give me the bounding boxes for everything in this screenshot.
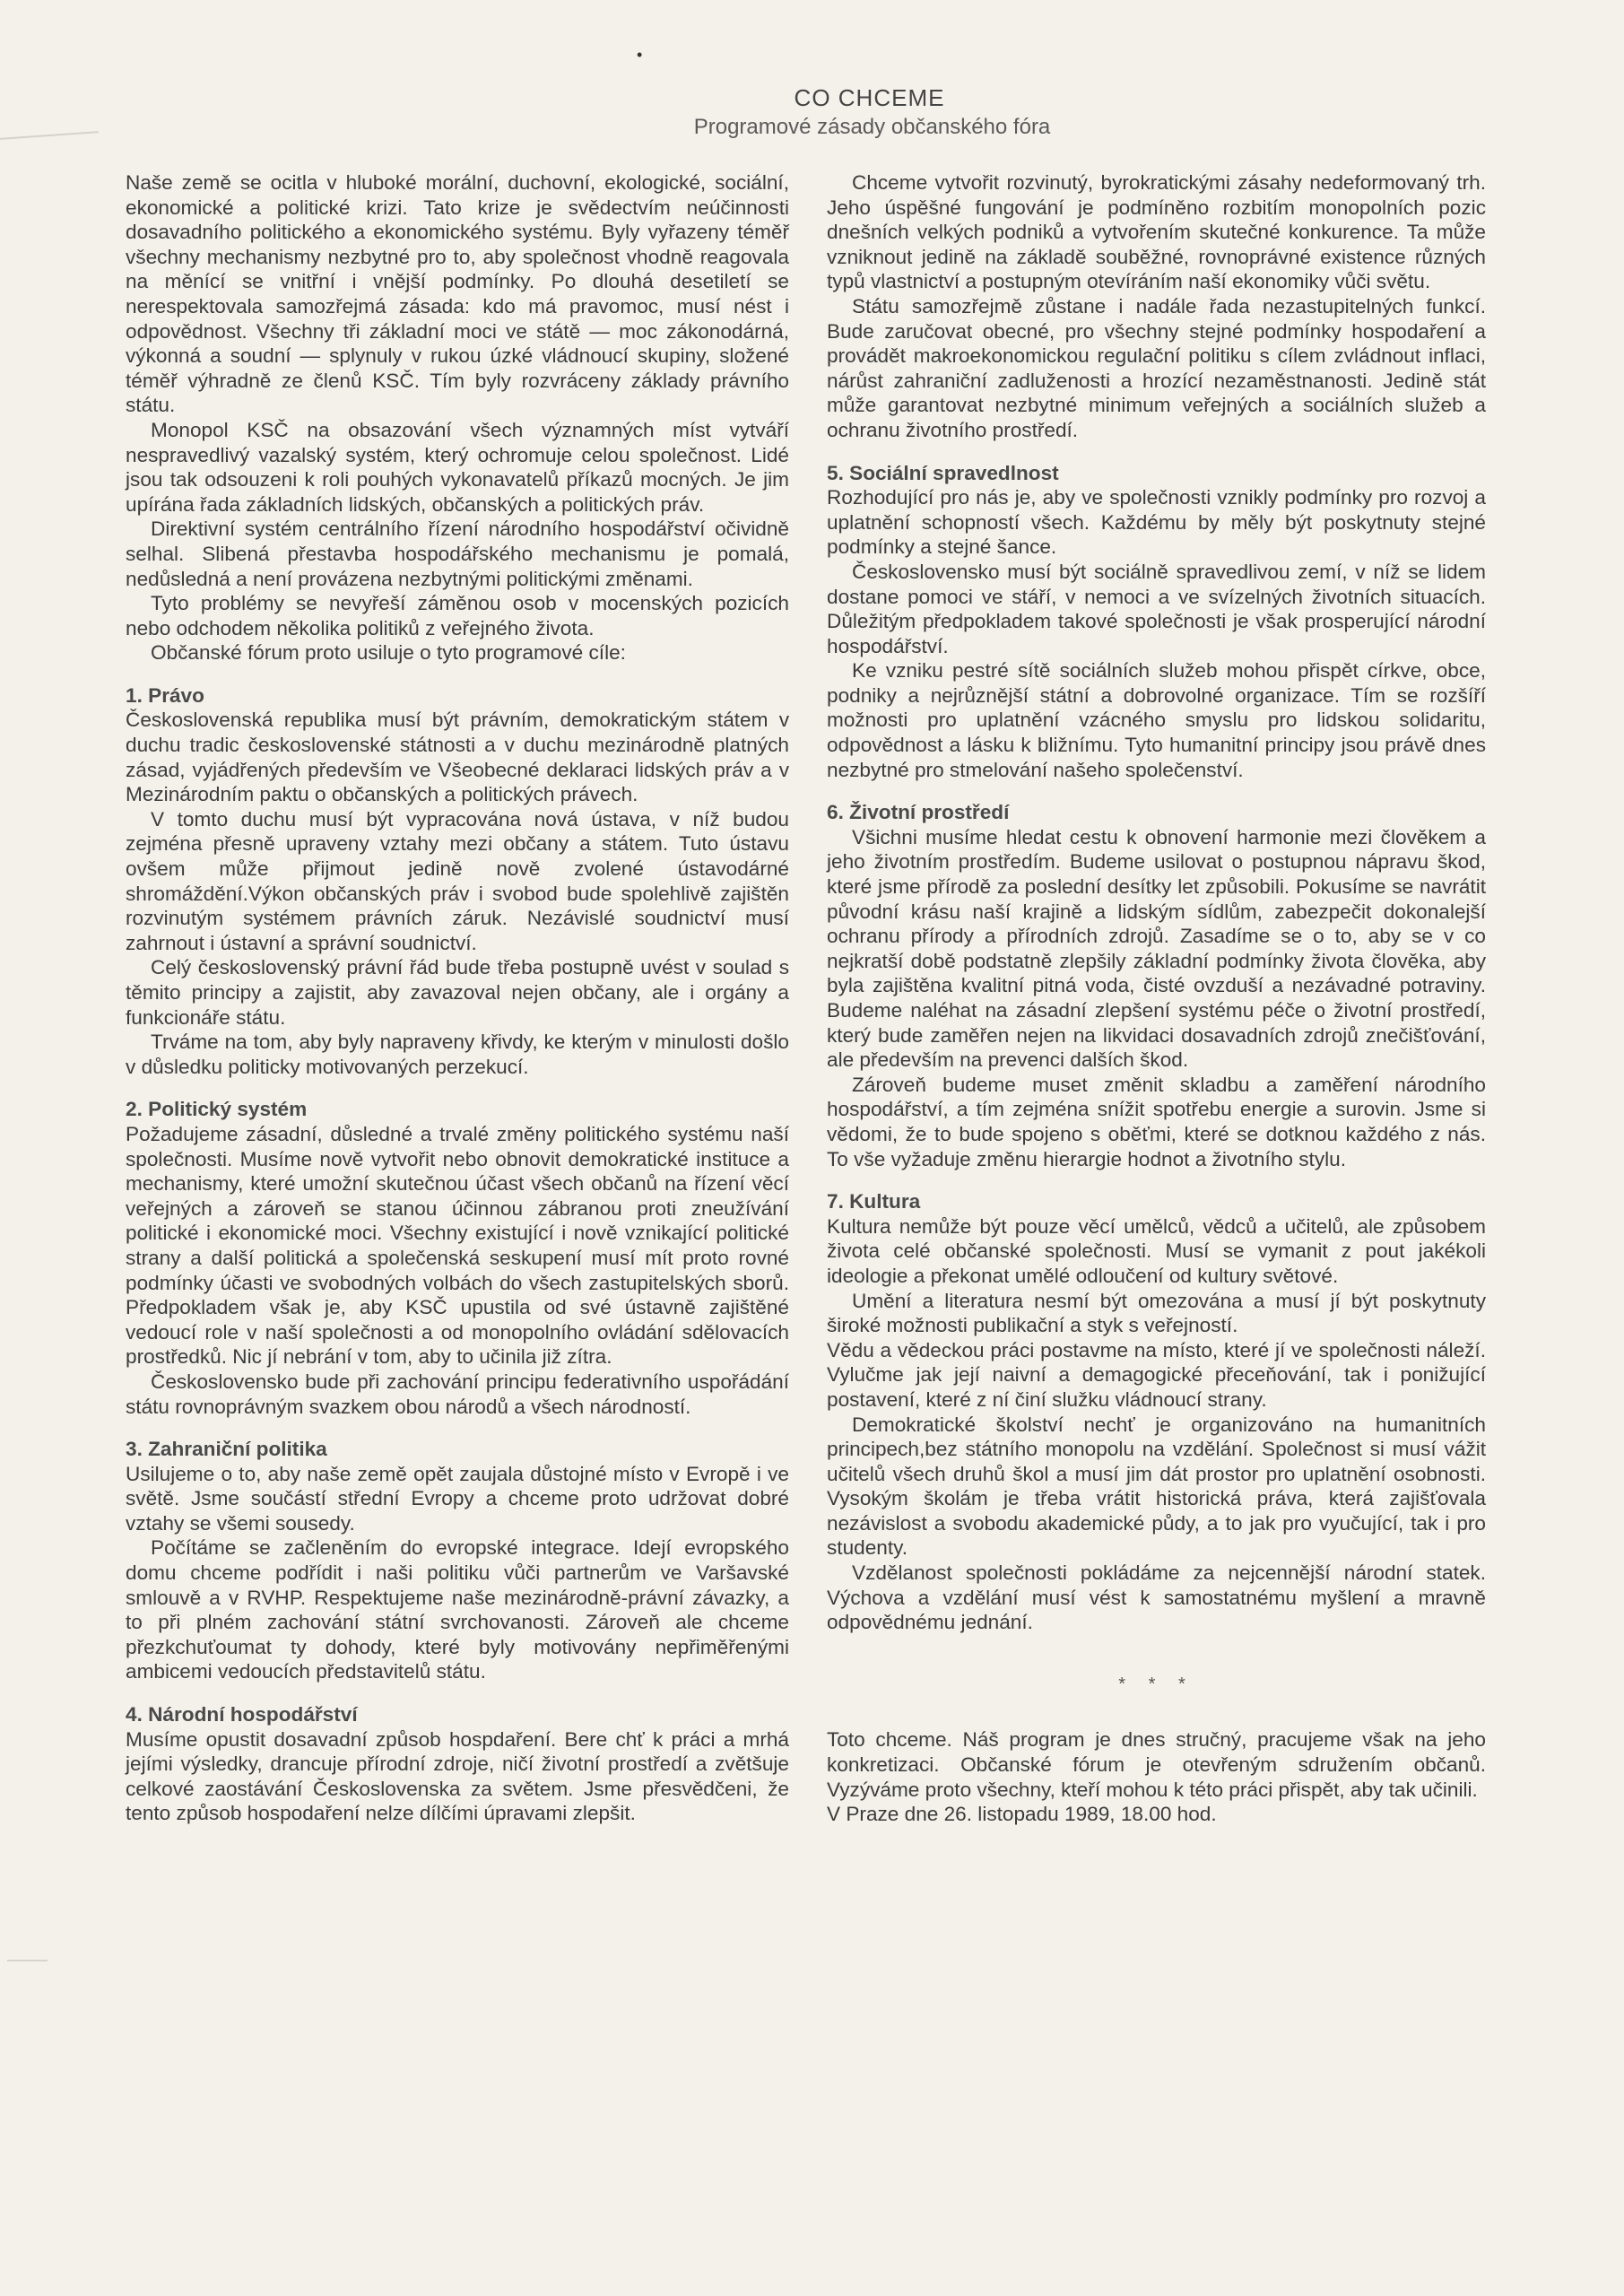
closing-paragraph: Toto chceme. Náš program je dnes stručný, pracujeme však na jeho konkretizaci. Občanské fórum je otevřeným sdružením občanů. Vyzýváme proto všechny, kteří mohou k této práci přispět, aby tak učinili. xyxy=(827,1728,1486,1801)
section-heading-kultura: 7. Kultura xyxy=(827,1190,921,1213)
paragraph: Československá republika musí být právním, demokratickým státem v duchu tradic československé státnosti a v duchu mezinárodně platných zásad, vyjádřených především ve Všeobecné deklaraci lidských práv a v Mezinárodním paktu o občanských a politických právech. xyxy=(126,709,789,806)
paragraph: Občanské fórum proto usiluje o tyto programové cíle: xyxy=(151,641,626,665)
paragraph: Monopol KSČ na obsazování všech významných míst vytváří nespravedlivý vazalský systém, který ochromuje celou společnost. Lidé jsou tak odsouzeni k roli pouhých vykonavatelů příkazů mocných. Je jim upírána řada základních lidských, občanských a politických práv. xyxy=(126,418,789,516)
paragraph: Rozhodující pro nás je, aby ve společnosti vznikly podmínky pro rozvoj a uplatnění schopností všech. Každému by měly být poskytnuty stejné podmínky a stejné šance. xyxy=(827,486,1486,559)
scan-edge-mark xyxy=(7,1960,48,1961)
paragraph: V tomto duchu musí být vypracována nová ústava, v níž budou zejména přesně upraveny vztahy mezi občany a státem. Tuto ústavu ovšem může přijmout jedině nově zvolené ústavodárné shromáždění.Výkon občanských práv i svobod bude spolehlivě zajištěn rozvinutým systémem právních záruk. Nezávislé soudnictví musí zahrnout i ústavní a správní soudnictví. xyxy=(126,807,789,954)
paragraph: Vědu a vědeckou práci postavme na místo, které jí ve společnosti náleží. Vylučme jak její naivní a demagogické přeceňování, tak i ponižující postavení, které z ní činí služku vládnoucí strany. xyxy=(827,1338,1486,1411)
paragraph: Naše země se ocitla v hluboké morální, duchovní, ekologické, sociální, ekonomické a politické krizi. Tato krize je svědectvím neúčinnosti dosavadního politického a ekonomického systému. Byly vyřazeny téměř všechny mechanismy nezbytné pro to, aby společnost vhodně reagovala na měnící se vnitřní i vnější podmínky. Po dlouhá desetiletí se nerespektovala samozřejmá zásada: kdo má pravomoc, musí nést i odpovědnost. Všechny tři základní moci ve státě — moc zákonodárná, výkonná a soudní — splynuly v rukou úzké vládnoucí skupiny, složené téměř výhradně ze členů KSČ. Tím byly rozvráceny základy právního státu. xyxy=(126,171,789,417)
date-line: V Praze dne 26. listopadu 1989, 18.00 hod. xyxy=(827,1803,1217,1826)
section-heading-politicky-system: 2. Politický systém xyxy=(126,1098,308,1121)
section-heading-socialni-spravedlnost: 5. Sociální spravedlnost xyxy=(827,461,1059,484)
section-heading-zahranicni-politika: 3. Zahraniční politika xyxy=(126,1438,327,1461)
section-separator: * * * xyxy=(1118,1674,1194,1694)
paragraph: Celý československý právní řád bude třeba postupně uvést v soulad s těmito principy a zajistit, aby zavazoval nejen občany, ale i orgány a funkcionáře státu. xyxy=(126,956,789,1029)
paragraph: Počítáme se začleněním do evropské integrace. Idejí evropského domu chceme podřídit i naši politiku vůči partnerům ve Varšavské smlouvě a v RVHP. Respektujeme naše mezinárodně-právní závazky, a to při plném zachování státní svrchovanosti. Zároveň ale chceme přezkchuťoumat ty dohody, které byly motivovány nepřiměřenými ambicemi vedoucích představitelů státu. xyxy=(126,1536,789,1683)
right-column xyxy=(827,170,1486,1827)
header-dot-mark: • xyxy=(637,46,643,64)
paragraph: Tyto problémy se nevyřeší záměnou osob v mocenských pozicích nebo odchodem několika politiků z veřejného života. xyxy=(126,592,789,639)
paragraph: Požadujeme zásadní, důsledné a trvalé změny politického systému naší společnosti. Musíme nově vytvořit nebo obnovit demokratické instituce a mechanismy, které umožní skutečnou účast všech občanů na řízení věcí veřejných a zároveň se stanou účinnou zábranou proti zneužívání politické i ekonomické moci. Všechny existující i nově vznikající politické strany a další politická a společenská seskupení musí mít proto rovné podmínky účasti ve svobodných volbách do všech zastupitelských sborů. Předpokladem však je, aby KSČ upustila od své ústavně zajištěné vedoucí role v naší společnosti a od monopolního ovládání sdělovacích prostředků. Nic jí nebrání v tom, aby to učinila již zítra. xyxy=(126,1122,789,1369)
section-heading-pravo: 1. Právo xyxy=(126,683,204,707)
paragraph: Československo musí být sociálně spravedlivou zemí, v níž se lidem dostane pomoci ve stáří, v nemoci a ve svízelných životních situacích. Důležitým předpokladem takové společnosti je však prosperující národní hospodářství. xyxy=(827,560,1486,657)
section-heading-narodni-hospodarstvi: 4. Národní hospodářství xyxy=(126,1703,358,1726)
paragraph: Všichni musíme hledat cestu k obnovení harmonie mezi člověkem a jeho životním prostředím. Budeme usilovat o postupnou nápravu škod, které jsme přírodě za poslední desítky let způsobili. Pokusíme se navrátit původní krásu naší krajině a lidským sídlům, zabezpečit dokonalejší ochranu přírody a přírodních zdrojů. Zasadíme se o to, aby se v co nejkratší době podstatně zlepšily základní podmínky života člověka, aby byla zajištěna kvalitní pitná voda, čisté ovzduší a nezávadné potraviny. Budeme naléhat na zásadní zlepšení systému péče o životní prostředí, který bude zaměřen nejen na likvidaci dosavadních zdrojů znečišťování, ale především na prevenci dalších škod. xyxy=(827,825,1486,1072)
paragraph: Musíme opustit dosavadní způsob hospdaření. Bere chť k práci a mrhá jejími výsledky, drancuje přírodní zdroje, ničí životní prostředí a zvětšuje celkové zaostávání Československa za světem. Jsme přesvědčeni, že tento způsob hospodaření nelze dílčími úpravami zlepšit. xyxy=(126,1727,789,1825)
paragraph: Ke vzniku pestré sítě sociálních služeb mohou přispět církve, obce, podniky a nejrůznější státní a dobrovolné organizace. Tím se rozšíří možnosti pro uplatnění vzácného smyslu pro lidskou solidaritu, odpovědnost a lásku k bližnímu. Tyto humanitní principy jsou právě dnes nezbytné pro stmelování našeho společenství. xyxy=(827,659,1486,781)
paragraph: Direktivní systém centrálního řízení národního hospodářství očividně selhal. Slibená přestavba hospodářského mechanismu je pomalá, nedůsledná a není provázena nezbytnými politickými změnami. xyxy=(126,517,789,590)
paragraph: Usilujeme o to, aby naše země opět zaujala důstojné místo v Evropě i ve světě. Jsme součástí střední Evropy a chceme proto udržovat dobré vztahy se všemi sousedy. xyxy=(126,1462,789,1535)
paragraph: Československo bude při zachování principu federativního uspořádání státu rovnoprávným svazkem obou národů a všech národností. xyxy=(126,1370,789,1418)
paragraph: Demokratické školství nechť je organizováno na humanitních principech,bez státního monopolu na vzdělání. Společnost si musí vážit učitelů všech druhů škol a musí jim dát prostor pro uplatnění osobnosti. Vysokým školám je třeba vrátit historická práva, která zajišťovala nezávislost a svobodu akademické půdy, a to jak pro vyučující, tak i pro studenty. xyxy=(827,1413,1486,1560)
document-subtitle: Programové zásady občanského fóra xyxy=(693,115,1051,139)
paragraph: Umění a literatura nesmí být omezována a musí jí být poskytnuty široké možnosti publikační a styk s veřejností. xyxy=(827,1289,1486,1337)
paragraph: Vzdělanost společnosti pokládáme za nejcennější národní statek. Výchova a vzdělání musí vést k samostatnému myšlení a mravně odpovědnému jednání. xyxy=(827,1561,1486,1634)
paragraph: Trváme na tom, aby byly napraveny křivdy, ke kterým v minulosti došlo v důsledku politicky motivovaných perzekucí. xyxy=(126,1031,789,1078)
document-title: CO CHCEME xyxy=(794,84,945,111)
left-column xyxy=(126,170,789,1826)
paragraph: Chceme vytvořit rozvinutý, byrokratickými zásahy nedeformovaný trh. Jeho úspěšné fungování je podmíněno rozbitím monopolních pozic dnešních velkých podniků a vytvořením skutečné konkurence. Ta může vzniknout jedině na základě souběžné, rovnoprávné existence různých typů vlastnictví a postupným otevíráním naší ekonomiky vůči světu. xyxy=(827,171,1486,293)
paragraph: Státu samozřejmě zůstane i nadále řada nezastupitelných funkcí. Bude zaručovat obecné, pro všechny stejné podmínky hospodaření a provádět makroekonomickou regulační politiku s cílem zvládnout inflaci, nárůst zahraniční zadluženosti a hrozící nezaměstnanosti. Jedině stát může garantovat nezbytné minimum veřejných a sociálních služeb a ochranu životního prostředí. xyxy=(827,294,1486,441)
paragraph: Zároveň budeme muset změnit skladbu a zaměření národního hospodářství, a tím zejména snížit spotřebu energie a surovin. Jsme si vědomi, že to bude spojeno s oběťmi, které se dotknou každého z nás. To vše vyžaduje změnu hierargie hodnot a životního stylu. xyxy=(827,1073,1486,1170)
section-heading-zivotni-prostredi: 6. Životní prostředí xyxy=(827,801,1010,824)
closing-block xyxy=(827,1727,1486,1826)
paragraph: Kultura nemůže být pouze věcí umělců, vědců a učitelů, ale způsobem života celé občanské společnosti. Musí se vymanit z pout jakékoli ideologie a překonat umělé odloučení od kultury světové. xyxy=(827,1214,1486,1287)
